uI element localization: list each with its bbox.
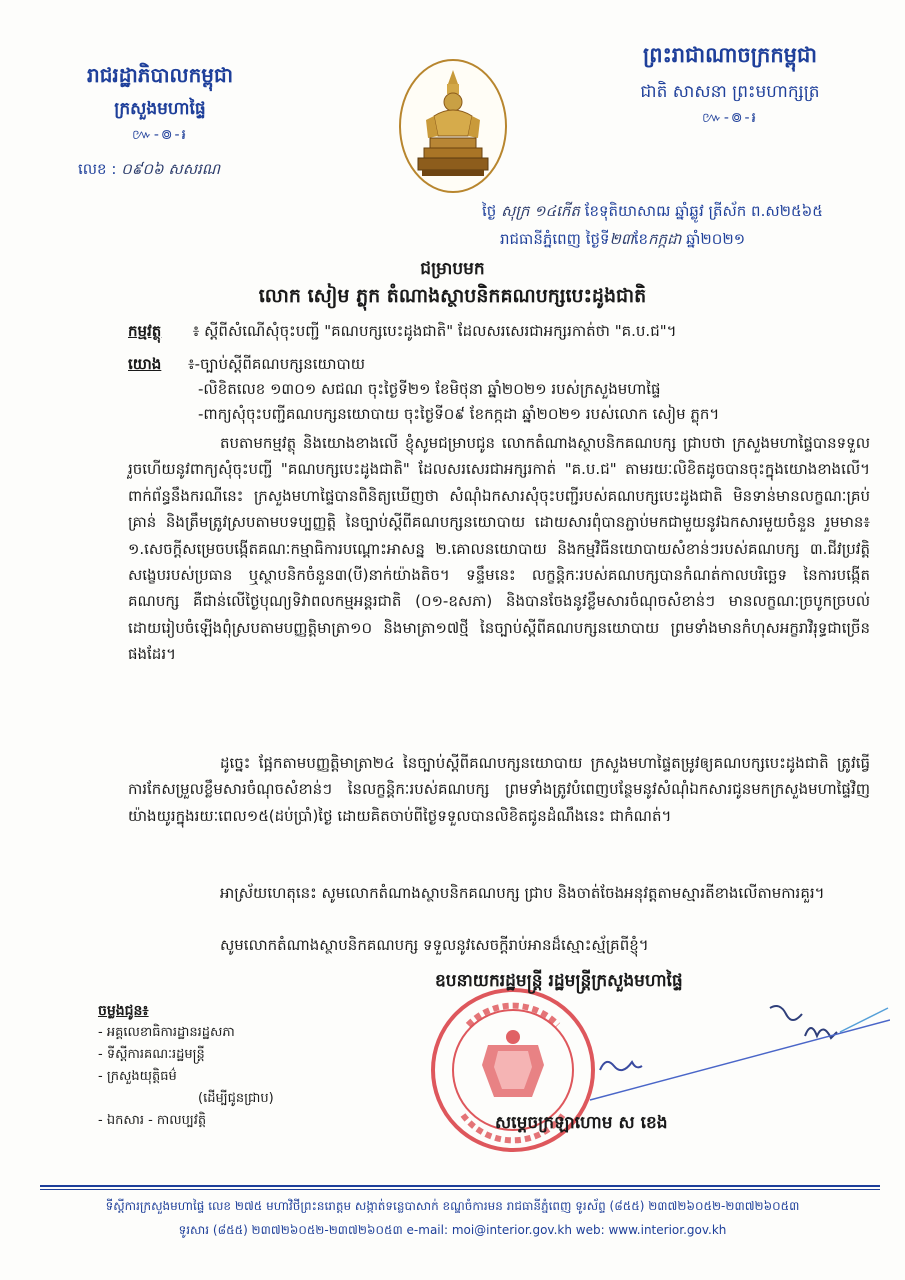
addressee-title: ជម្រាបមក [420,259,485,279]
cc-item: - ទីស្តីការគណៈរដ្ឋមន្ត្រី [98,1047,205,1062]
reference-item: ៖-ច្បាប់ស្តីពីគណបក្សនយោបាយ [188,355,366,373]
lunar-date [482,202,823,224]
footer-divider [40,1185,880,1187]
subject-text: ៖ ស្តីពីសំណើសុំចុះបញ្ជី "គណបក្សបេះដូងជាតិ" ដែលសរសេរជាអក្សរកាត់ថា "គ.ប.ជ"។ [192,322,677,340]
lunar-date-rest: ខែទុតិយាសាឍ ឆ្នាំឆ្លូវ ត្រីស័ក ព.ស២៥៦៥ [584,202,823,220]
header-left [60,62,260,146]
cc-title: ចម្លងជូន៖ [98,1003,149,1019]
header-ornament-right: ៚-៙-៛ [702,110,758,126]
ministry-title: ក្រសួងមហាផ្ទៃ [114,99,206,119]
reference-label: លេខ : [78,160,117,178]
lunar-date-day: សុក្រ ១៤កើត [501,202,580,220]
reference-item: -ពាក្យសុំចុះបញ្ជីគណបក្សនយោបាយ ចុះថ្ងៃទី០៩ ខែកក្កដា ឆ្នាំ២០២១ របស់លោក សៀម ភ្លុក។ [198,405,720,423]
solar-date [500,230,745,252]
cc-item: - ក្រសួងយុត្តិធម៌ [98,1069,177,1084]
body-paragraph-1 [128,430,870,668]
paragraph-text: ដូច្នេះ ផ្អែកតាមបញ្ញត្តិមាត្រា២៤ នៃច្បាប់ស្តីពីគណបក្សនយោបាយ ក្រសួងមហាផ្ទៃតម្រូវឲ្យគណបក្សបេះដូងជាតិ ត្រូវធ្វើការកែសម្រួលខ្លឹមសារចំណុចសំខាន់ៗ នៃលក្ខន្តិកៈរបស់គណបក្ស ព្រមទាំងត្រូវបំពេញបន្ថែមនូវសំណុំឯកសារជូនមកក្រសួងមហាផ្ទៃវិញ យ៉ាងយូរក្នុងរយៈពេល១៥(ដប់ប្រាំ)ថ្ងៃ ដោយគិតចាប់ពីថ្ងៃទទួលបានលិខិតជូនដំណឹងនេះ ជាកំណត់។ [128,754,870,825]
signature-title: ឧបនាយករដ្ឋមន្ត្រី រដ្ឋមន្ត្រីក្រសួងមហាផ្ទៃ [435,971,683,991]
subject-line [128,322,848,344]
paragraph-text: តបតាមកម្មវត្ថុ និងយោងខាងលើ ខ្ញុំសូមជម្រាបជូន លោកតំណាងស្ថាបនិកគណបក្ស ជ្រាបថា ក្រសួងមហាផ្ទៃបានទទួលរួចហើយនូវពាក្យសុំចុះបញ្ជី "គណបក្សបេះដូងជាតិ" ដែលសរសេរជាអក្សរកាត់ "គ.ប.ជ" តាមរយៈលិខិតដូចបានចុះក្នុងយោងខាងលើ។ ពាក់ព័ន្ធនឹងករណីនេះ ក្រសួងមហាផ្ទៃបានពិនិត្យឃើញថា សំណុំឯកសារសុំចុះបញ្ជីរបស់គណបក្សបេះដូងជាតិ មិនទាន់មានលក្ខណៈគ្រប់គ្រាន់ និងត្រឹមត្រូវស្របតាមបទប្បញ្ញត្តិ នៃច្បាប់ស្តីពីគណបក្សនយោបាយ ដោយសារពុំបានភ្ជាប់មកជាមួយនូវឯកសារមួយចំនួន រួមមាន៖ ១.សេចក្តីសម្រេចបង្កើតគណៈកម្មាធិការបណ្តោះអាសន្ន ២.គោលនយោបាយ និងកម្មវិធីនយោបាយសំខាន់ៗរបស់គណបក្ស ៣.ជីវប្រវត្តិសង្ខេបរបស់ប្រធាន ឬស្ថាបនិកចំនួន៣(បី)នាក់យ៉ាងតិច។ ទន្ទឹមនេះ លក្ខន្តិកៈរបស់គណបក្សបានកំណត់កាលបរិច្ឆេទ នៃការបង្កើតគណបក្ស គឺជាន់លើថ្ងៃបុណ្យទិវាពលកម្មអន្តរជាតិ (០១-ឧសភា) និងបានចែងនូវខ្លឹមសារចំណុចសំខាន់ៗ មានលក្ខណៈច្របូកច្របល់ ដោយរៀបចំឡើងពុំស្របតាមបញ្ញត្តិមាត្រា១០ និងមាត្រា១៧ថ្មី នៃច្បាប់ស្តីពីគណបក្សនយោបាយ ព្រមទាំងមានកំហុសអក្ខរាវិរុទ្ធជាច្រើនផងដែរ។ [128,434,870,664]
solar-date-month-label: ខែ [633,230,648,248]
subject-label: កម្មវត្ថុ [128,322,162,340]
cc-item: - ឯកសារ - កាលប្បវត្តិ [98,1113,207,1128]
references-label: យោង [128,355,162,373]
kingdom-title: ព្រះរាជាណាចក្រកម្ពុជា [642,43,817,67]
header-ornament-left: ៚-៙-៛ [132,127,188,143]
solar-date-month: កក្កដា [647,230,682,248]
solar-date-year: ឆ្នាំ២០២១ [686,230,746,248]
cc-item: - អគ្គលេខាធិការដ្ឋានរដ្ឋសភា [98,1025,235,1040]
cc-list [98,1000,274,1132]
national-motto: ជាតិ សាសនា ព្រះមហាក្សត្រ [640,82,820,102]
government-title: រាជរដ្ឋាភិបាលកម្ពុជា [87,63,233,87]
footer-address: ទីស្តីការក្រសួងមហាផ្ទៃ លេខ ២៧៥ មហាវិថីព្រះនរោត្តម សង្កាត់ទន្លេបាសាក់ ខណ្ឌចំការមន រាជធានីភ្នំពេញ ទូរស័ព្ទ (៨៥៥) ២៣៧២៦០៥២-២៣៧២៦០៥៣ [105,1199,800,1213]
solar-date-prefix: រាជធានីភ្នំពេញ ថ្ងៃទី [500,230,610,248]
reference-number [78,160,220,182]
footer-contact: ទូរសារ (៨៥៥) ២៣៧២៦០៥២-២៣៧២៦០៥៣ e-mail: moi@interior.gov.kh web: www.interior.gov.kh [178,1223,727,1237]
cc-item: (ដើម្បីជូនជ្រាប) [198,1091,274,1106]
royal-emblem-icon [398,58,508,194]
body-paragraph-2 [128,750,870,829]
paragraph-text: អាស្រ័យហេតុនេះ សូមលោកតំណាងស្ថាបនិកគណបក្ស ជ្រាប និងចាត់ចែងអនុវត្តតាមស្មារតីខាងលើតាមការគួរ។ [220,884,825,902]
lunar-date-prefix: ថ្ងៃ [482,202,497,220]
signature-name: សម្តេចក្រឡាហោម ស ខេង [495,1113,668,1133]
solar-date-day: ២៣ [609,230,634,248]
references [128,352,868,427]
header-right [590,42,870,129]
body-paragraph-4 [128,932,870,958]
reference-value: ០៩០៦ សសរណ [121,160,221,178]
footer-divider-thin [40,1189,880,1190]
body-paragraph-3 [128,880,870,906]
handwritten-signature-icon [560,1000,890,1110]
paragraph-text: សូមលោកតំណាងស្ថាបនិកគណបក្ស ទទួលនូវសេចក្តីរាប់អានដ៏ស្មោះស្ម័គ្រពីខ្ញុំ។ [220,936,649,954]
reference-item: -លិខិតលេខ ១៣០១ សជណ ចុះថ្ងៃទី២១ ខែមិថុនា ឆ្នាំ២០២១ របស់ក្រសួងមហាផ្ទៃ [198,380,661,398]
addressee-name: លោក សៀម ភ្លុក តំណាងស្ថាបនិកគណបក្សបេះដូងជាតិ [258,285,647,307]
